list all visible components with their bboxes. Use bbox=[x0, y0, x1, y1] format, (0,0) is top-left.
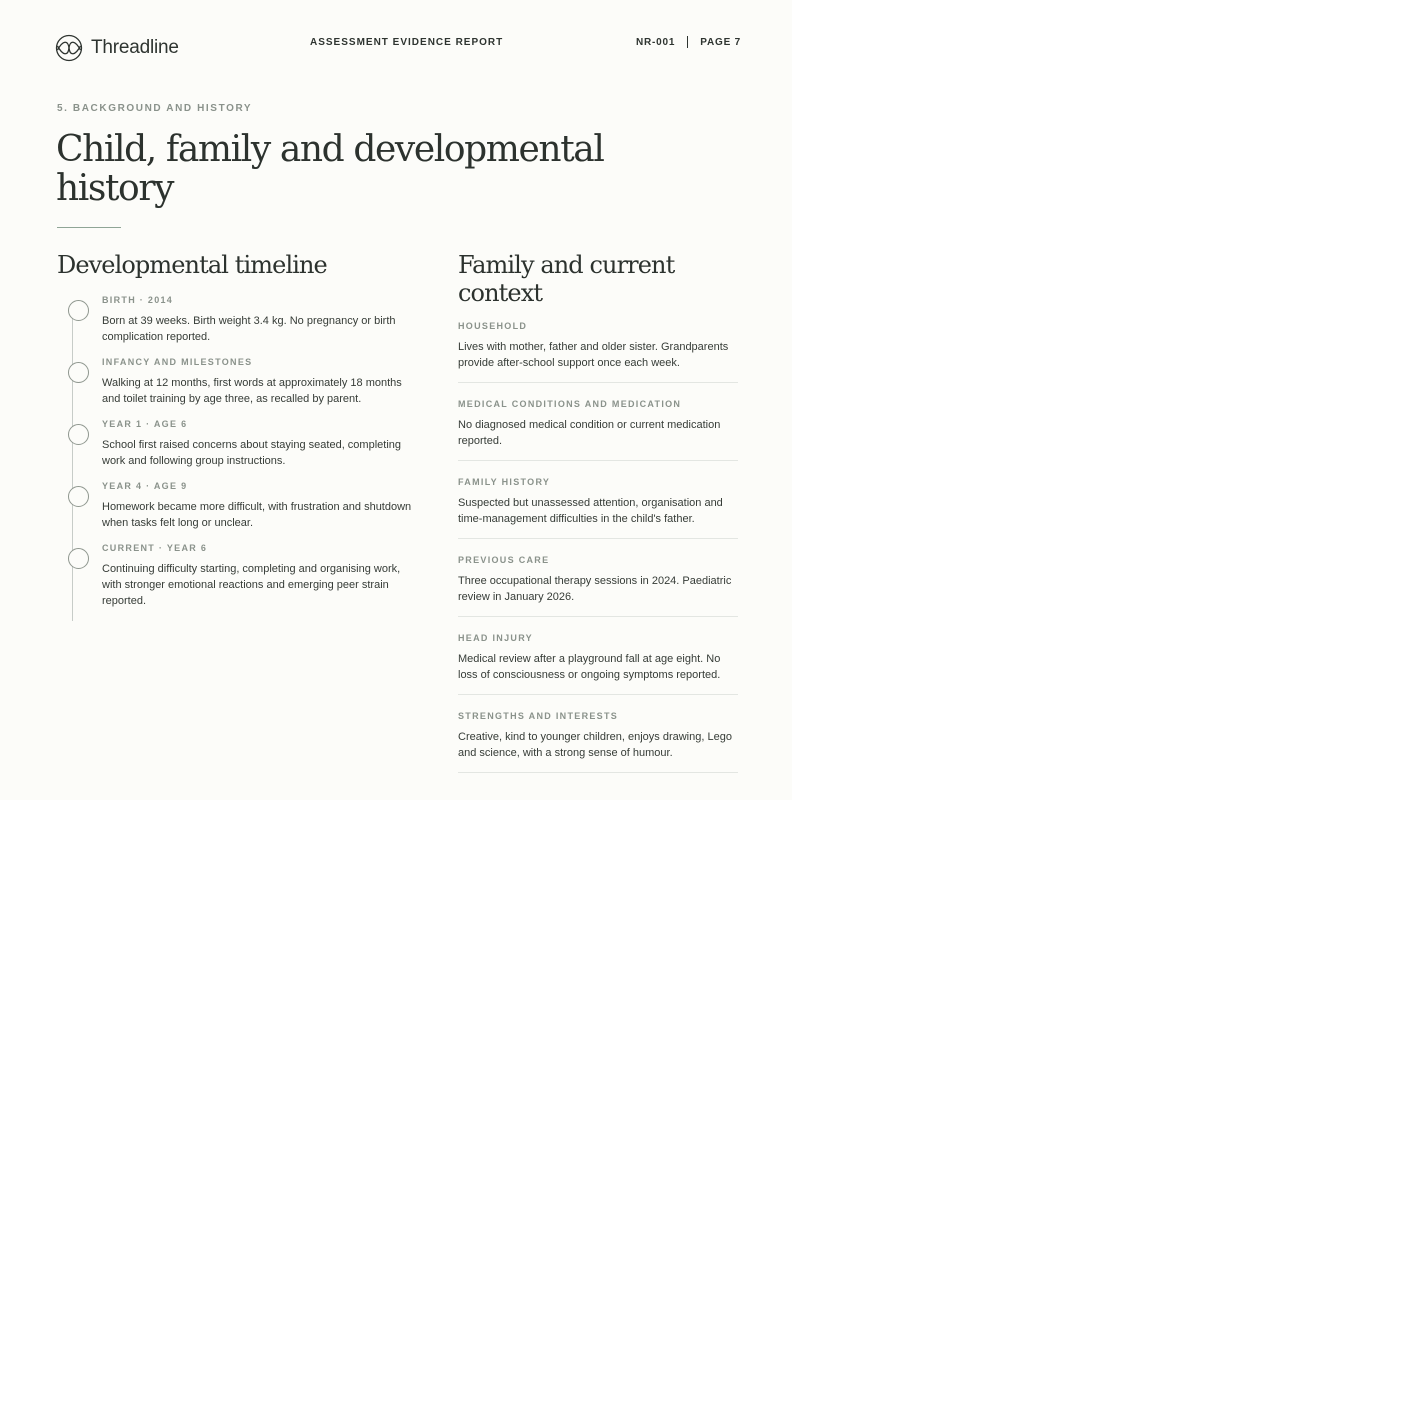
report-reference: NR-001 bbox=[635, 36, 676, 48]
context-item bbox=[458, 477, 738, 539]
timeline-item-text: Walking at 12 months, first words at approximately 18 months and toilet training by age three, as recalled by parent. bbox=[102, 377, 402, 405]
context-item-text: Creative, kind to younger children, enjoys drawing, Lego and science, with a strong sense of humour. bbox=[458, 731, 732, 759]
timeline-item-label: INFANCY AND MILESTONES bbox=[102, 357, 253, 367]
context-item-text: Suspected but unassessed attention, organisation and time-management difficulties in the child's father. bbox=[458, 497, 723, 525]
timeline-item-text: Homework became more difficult, with frustration and shutdown when tasks felt long or unclear. bbox=[102, 501, 412, 529]
meta-divider bbox=[687, 36, 688, 48]
title-divider bbox=[57, 227, 121, 228]
context-item-label: MEDICAL CONDITIONS AND MEDICATION bbox=[458, 399, 682, 409]
timeline-item bbox=[57, 295, 417, 345]
brand-name: Threadline bbox=[91, 37, 179, 58]
context-item-text: Lives with mother, father and older sister. Grandparents provide after-school support once each week. bbox=[458, 341, 729, 369]
timeline-item bbox=[57, 543, 417, 609]
context-item-text: Medical review after a playground fall at age eight. No loss of consciousness or ongoing symptoms reported. bbox=[458, 653, 721, 681]
context-item bbox=[458, 555, 738, 617]
context-item bbox=[458, 711, 738, 773]
timeline-marker-icon bbox=[68, 486, 89, 507]
timeline-item-label: YEAR 4 · AGE 9 bbox=[102, 481, 188, 491]
context-item bbox=[458, 633, 738, 695]
timeline-marker-icon bbox=[68, 424, 89, 445]
context-item-label: HOUSEHOLD bbox=[458, 321, 528, 331]
context-list bbox=[458, 321, 738, 773]
section-label: 5. BACKGROUND AND HISTORY bbox=[57, 103, 253, 114]
timeline-item-label: YEAR 1 · AGE 6 bbox=[102, 419, 188, 429]
context-item-label: FAMILY HISTORY bbox=[458, 477, 551, 487]
timeline-marker-icon bbox=[68, 548, 89, 569]
timeline-item-text: Born at 39 weeks. Birth weight 3.4 kg. No pregnancy or birth complication reported. bbox=[102, 315, 396, 343]
timeline-item-text: Continuing difficulty starting, completing and organising work, with stronger emotional reactions and emerging peer strain reported. bbox=[102, 563, 401, 607]
developmental-timeline bbox=[57, 295, 417, 621]
timeline-marker-icon bbox=[68, 300, 89, 321]
report-title: ASSESSMENT EVIDENCE REPORT bbox=[310, 37, 504, 48]
page-meta bbox=[636, 36, 741, 48]
timeline-marker-icon bbox=[68, 362, 89, 383]
page-number: PAGE 7 bbox=[700, 36, 741, 48]
timeline-item bbox=[57, 357, 417, 407]
timeline-item bbox=[57, 419, 417, 469]
context-item bbox=[458, 399, 738, 461]
brand bbox=[55, 33, 179, 63]
report-page bbox=[0, 0, 792, 800]
page-title: Child, family and developmental history bbox=[56, 129, 604, 209]
context-item-text: No diagnosed medical condition or current medication reported. bbox=[458, 419, 721, 447]
context-heading: Family and current context bbox=[458, 251, 675, 307]
context-item-label: STRENGTHS AND INTERESTS bbox=[458, 711, 619, 721]
timeline-item-text: School first raised concerns about staying seated, completing work and following group instructions. bbox=[102, 439, 401, 467]
timeline-item-label: BIRTH · 2014 bbox=[102, 295, 174, 305]
timeline-item-label: CURRENT · YEAR 6 bbox=[102, 543, 208, 553]
threadline-logo-icon bbox=[55, 34, 83, 62]
context-item-label: PREVIOUS CARE bbox=[458, 555, 550, 565]
timeline-heading: Developmental timeline bbox=[57, 251, 327, 279]
context-item-label: HEAD INJURY bbox=[458, 633, 533, 643]
context-item-text: Three occupational therapy sessions in 2024. Paediatric review in January 2026. bbox=[458, 575, 732, 603]
context-column bbox=[458, 251, 738, 789]
timeline-column bbox=[57, 251, 417, 607]
context-item bbox=[458, 321, 738, 383]
timeline-item bbox=[57, 481, 417, 531]
page-header bbox=[55, 33, 741, 63]
